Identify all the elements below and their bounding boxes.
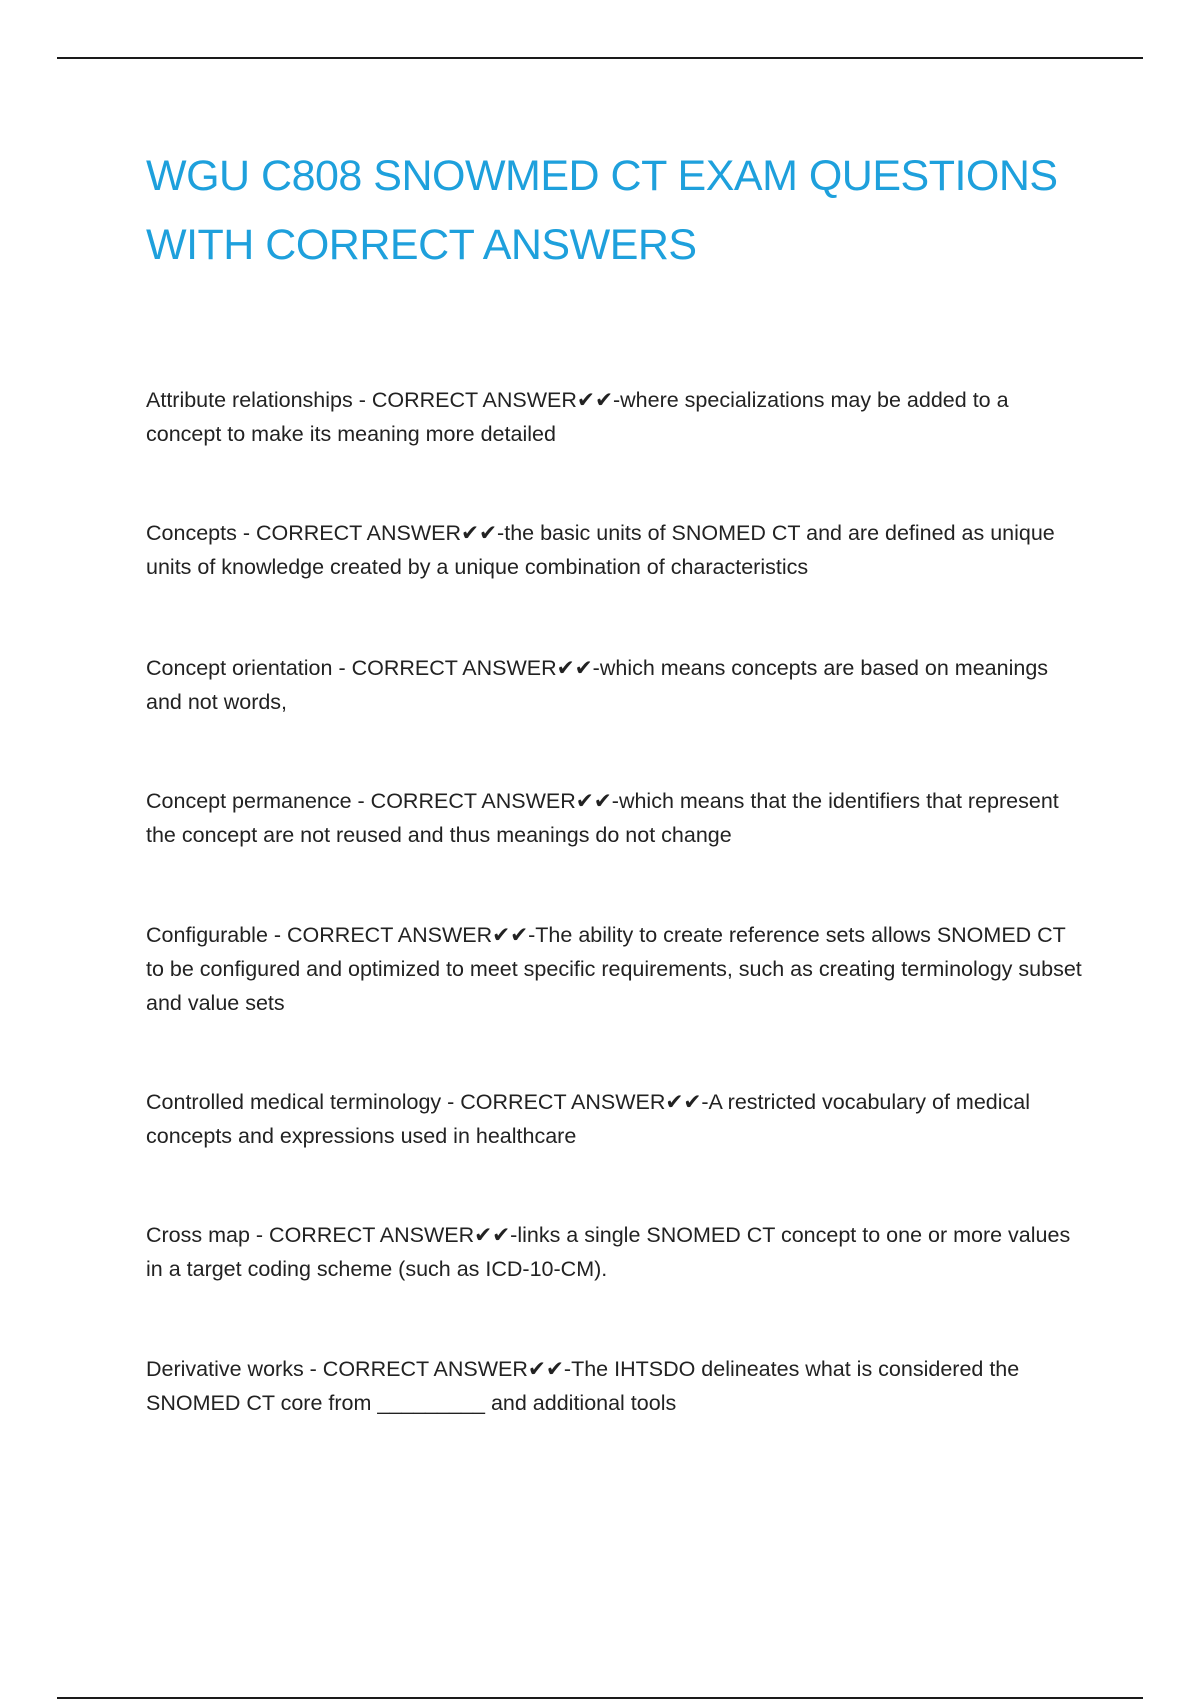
entry-term: Attribute relationships bbox=[146, 388, 353, 412]
header-rule bbox=[57, 57, 1143, 59]
answer-marker: - CORRECT ANSWER✔✔- bbox=[249, 1223, 518, 1247]
entry-definition: links a single SNOMED CT concept to one or more values in a target coding scheme (such as ICD-10-CM). bbox=[146, 1223, 1077, 1281]
qa-entry-controlled-medical-terminology bbox=[146, 1085, 1086, 1153]
answer-marker: - CORRECT ANSWER✔✔- bbox=[332, 656, 600, 680]
answer-marker: - CORRECT ANSWER✔✔- bbox=[267, 923, 536, 947]
entry-definition: A restricted vocabulary of medical concepts and expressions used in healthcare bbox=[146, 1090, 1036, 1148]
entry-definition: The ability to create reference sets allows SNOMED CT to be configured and optimized to meet specific requirements, such as creating terminology subset and value sets bbox=[146, 923, 1088, 1015]
entry-term: Cross map bbox=[146, 1223, 250, 1247]
entry-term: Derivative works bbox=[146, 1357, 304, 1381]
entry-definition: The IHTSDO delineates what is considered the SNOMED CT core from _________ and additional tools bbox=[146, 1357, 1026, 1415]
qa-entry-concept-permanence bbox=[146, 784, 1086, 852]
entry-definition: which means concepts are based on meanings and not words, bbox=[146, 656, 1055, 714]
entry-term: Configurable bbox=[146, 923, 268, 947]
entry-definition: the basic units of SNOMED CT and are defined as unique units of knowledge created by a unique combination of characteristics bbox=[146, 521, 1061, 579]
qa-entry-derivative-works bbox=[146, 1352, 1086, 1420]
qa-entry-configurable bbox=[146, 918, 1086, 1020]
document-title: WGU C808 SNOWMED CT EXAM QUESTIONS WITH CORRECT ANSWERS bbox=[146, 152, 1058, 269]
answer-marker: - CORRECT ANSWER✔✔- bbox=[303, 1357, 572, 1381]
answer-marker: - CORRECT ANSWER✔✔- bbox=[236, 521, 505, 545]
qa-entry-concept-orientation bbox=[146, 651, 1086, 719]
entry-term: Concept permanence bbox=[146, 789, 352, 813]
entry-term: Concepts bbox=[146, 521, 237, 545]
answer-marker: - CORRECT ANSWER✔✔- bbox=[441, 1090, 709, 1114]
entry-definition: which means that the identifiers that represent the concept are not reused and thus meanings do not change bbox=[146, 789, 1071, 847]
answer-marker: - CORRECT ANSWER✔✔- bbox=[351, 789, 619, 813]
qa-entry-cross-map bbox=[146, 1218, 1086, 1286]
entry-term: Concept orientation bbox=[146, 656, 333, 680]
qa-entry-attribute-relationships bbox=[146, 383, 1086, 451]
entry-definition: where specializations may be added to a concept to make its meaning more detailed bbox=[146, 388, 1015, 446]
footer-rule bbox=[57, 1697, 1143, 1699]
answer-marker: - CORRECT ANSWER✔✔- bbox=[352, 388, 621, 412]
entry-term: Controlled medical terminology bbox=[146, 1090, 442, 1114]
qa-entry-concepts bbox=[146, 516, 1086, 584]
